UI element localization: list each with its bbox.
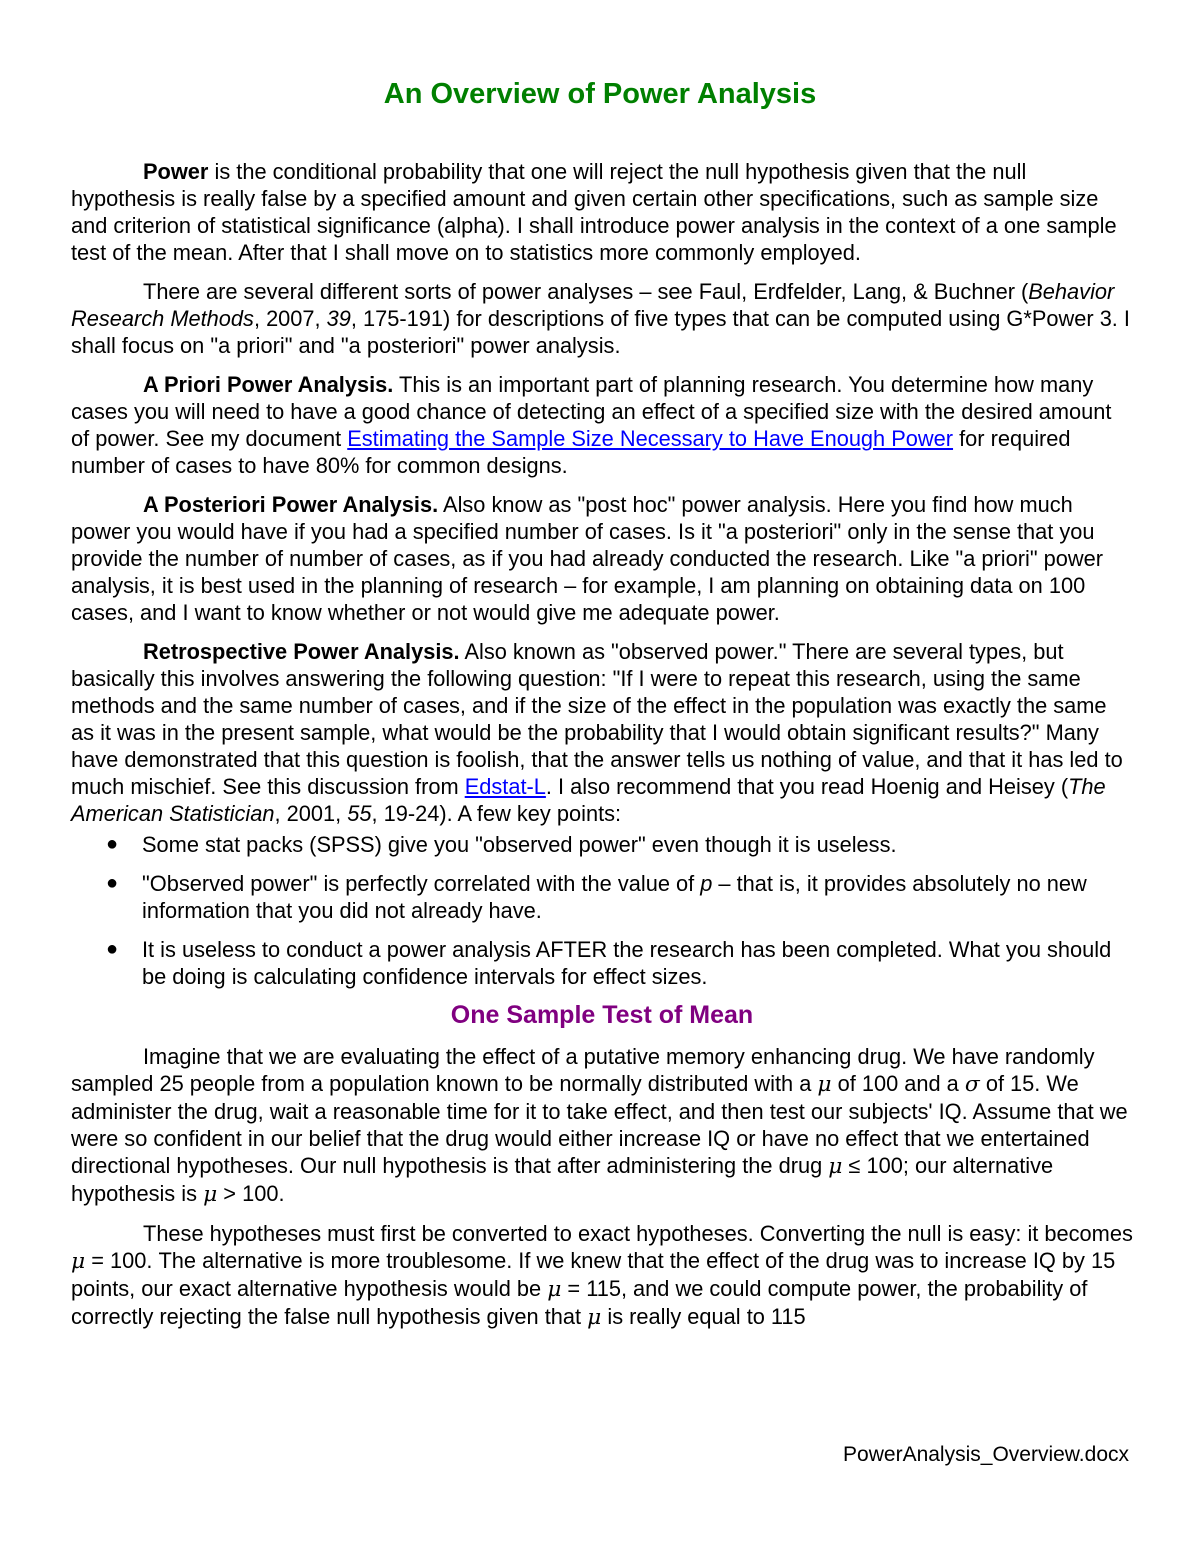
mu-symbol: μ (828, 1154, 843, 1179)
types-paragraph: There are several different sorts of power analyses – see Faul, Erdfelder, Lang, & Buchner (Behavior Research Methods, 2007, 39, 175-191) for descriptions of five types that can be computed using G*Power 3. I shall focus on "a priori" and "a posteriori" power analysis. (71, 279, 1130, 358)
sigma-symbol: σ (964, 1072, 980, 1097)
power-term: Power (143, 159, 209, 184)
aposteriori-paragraph: A Posteriori Power Analysis. Also know as "post hoc" power analysis. Here you find how much power you would have if you had a specified number of cases. Is it "a posteriori" only in the sense that you provide the number of number of cases, as if you had already conducted the research. Like "a priori" power analysis, it is best used in the planning of research – for example, I am planning on obtaining data on 100 cases, and I want to know whether or not would give me adequate power. (71, 492, 1104, 625)
journal-citation: Behavior Research Methods (71, 279, 1115, 331)
mu-symbol: μ (71, 1249, 86, 1274)
aposteriori-heading: A Posteriori Power Analysis. (143, 492, 439, 517)
sample-size-document-link[interactable]: Estimating the Sample Size Necessary to Have Enough Power (347, 426, 954, 451)
apriori-heading: A Priori Power Analysis. (143, 372, 394, 397)
bullet-icon: ● (106, 833, 119, 855)
mu-symbol: μ (203, 1182, 218, 1207)
list-item: ● "Observed power" is perfectly correlated with the value of p – that is, it provides absolutely no new information that you did not already have. (106, 871, 1087, 923)
volume-number: 55 (347, 801, 372, 826)
apriori-paragraph: A Priori Power Analysis. This is an important part of planning research. You determine how many cases you will need to have a good chance of detecting an effect of a specified size with the desired amount of power. See my document Estimating the Sample Size Necessary to Have Enough Power for required number of cases to have 80% for common designs. (71, 372, 1112, 478)
intro-paragraph: Power is the conditional probability that one will reject the null hypothesis given that the null hypothesis is really false by a specified amount and given certain other specifications, such as sample size and criterion of statistical significance (alpha). I shall introduce power analysis in the context of a one sample test of the mean. After that I shall move on to statistics more commonly employed. (71, 159, 1117, 265)
list-item: ● Some stat packs (SPSS) give you "observed power" even though it is useless. (106, 832, 897, 857)
mu-symbol: μ (587, 1305, 602, 1330)
mu-symbol: μ (547, 1277, 562, 1302)
list-item: ● It is useless to conduct a power analysis AFTER the research has been completed. What you should be doing is calculating confidence intervals for effect sizes. (106, 937, 1112, 989)
bullet-icon: ● (106, 872, 119, 894)
mu-symbol: μ (817, 1072, 832, 1097)
retrospective-paragraph: Retrospective Power Analysis. Also known as "observed power." There are several types, but basically this involves answering the following question: "If I were to repeat this research, using the same methods and the same number of cases, and if the size of the effect in the population was exactly the same as it was in the present sample, what would be the probability that I would obtain significant results?" Many have demonstrated that this question is foolish, that the answer tells us nothing of value, and that it has led to much mischief. See this discussion from Edstat-L. I also recommend that you read Hoenig and Heisey (The American Statistician, 2001, 55, 19-24). A few key points: (71, 639, 1123, 826)
document-body (71, 158, 1133, 1331)
retrospective-heading: Retrospective Power Analysis. (143, 639, 460, 664)
bullet-icon: ● (106, 938, 119, 960)
exact-hypotheses-paragraph: These hypotheses must first be converted to exact hypotheses. Converting the null is easy: it becomes μ = 100. The alternative is more troublesome. If we knew that the effect of the drug was to increase IQ by 15 points, our exact alternative hypothesis would be μ = 115, and we could compute power, the probability of correctly rejecting the false null hypothesis given that μ is really equal to 115 (71, 1221, 1133, 1330)
volume-number: 39 (326, 306, 351, 331)
journal-citation: The American Statistician (71, 774, 1106, 826)
document-filename-footer: PowerAnalysis_Overview.docx (843, 1443, 1129, 1466)
page-title: An Overview of Power Analysis (383, 78, 817, 110)
section-heading: One Sample Test of Mean (450, 1001, 754, 1029)
key-points-list (71, 831, 1133, 990)
edstat-l-link[interactable]: Edstat-L (464, 774, 546, 799)
drug-example-paragraph: Imagine that we are evaluating the effect of a putative memory enhancing drug. We have randomly sampled 25 people from a population known to be normally distributed with a μ of 100 and a σ of 15. We administer the drug, wait a reasonable time for it to take effect, and then test our subjects' IQ. Assume that we were so confident in our belief that the drug would either increase IQ or have no effect that we entertained directional hypotheses. Our null hypothesis is that after administering the drug μ ≤ 100; our alternative hypothesis is μ > 100. (71, 1044, 1128, 1207)
